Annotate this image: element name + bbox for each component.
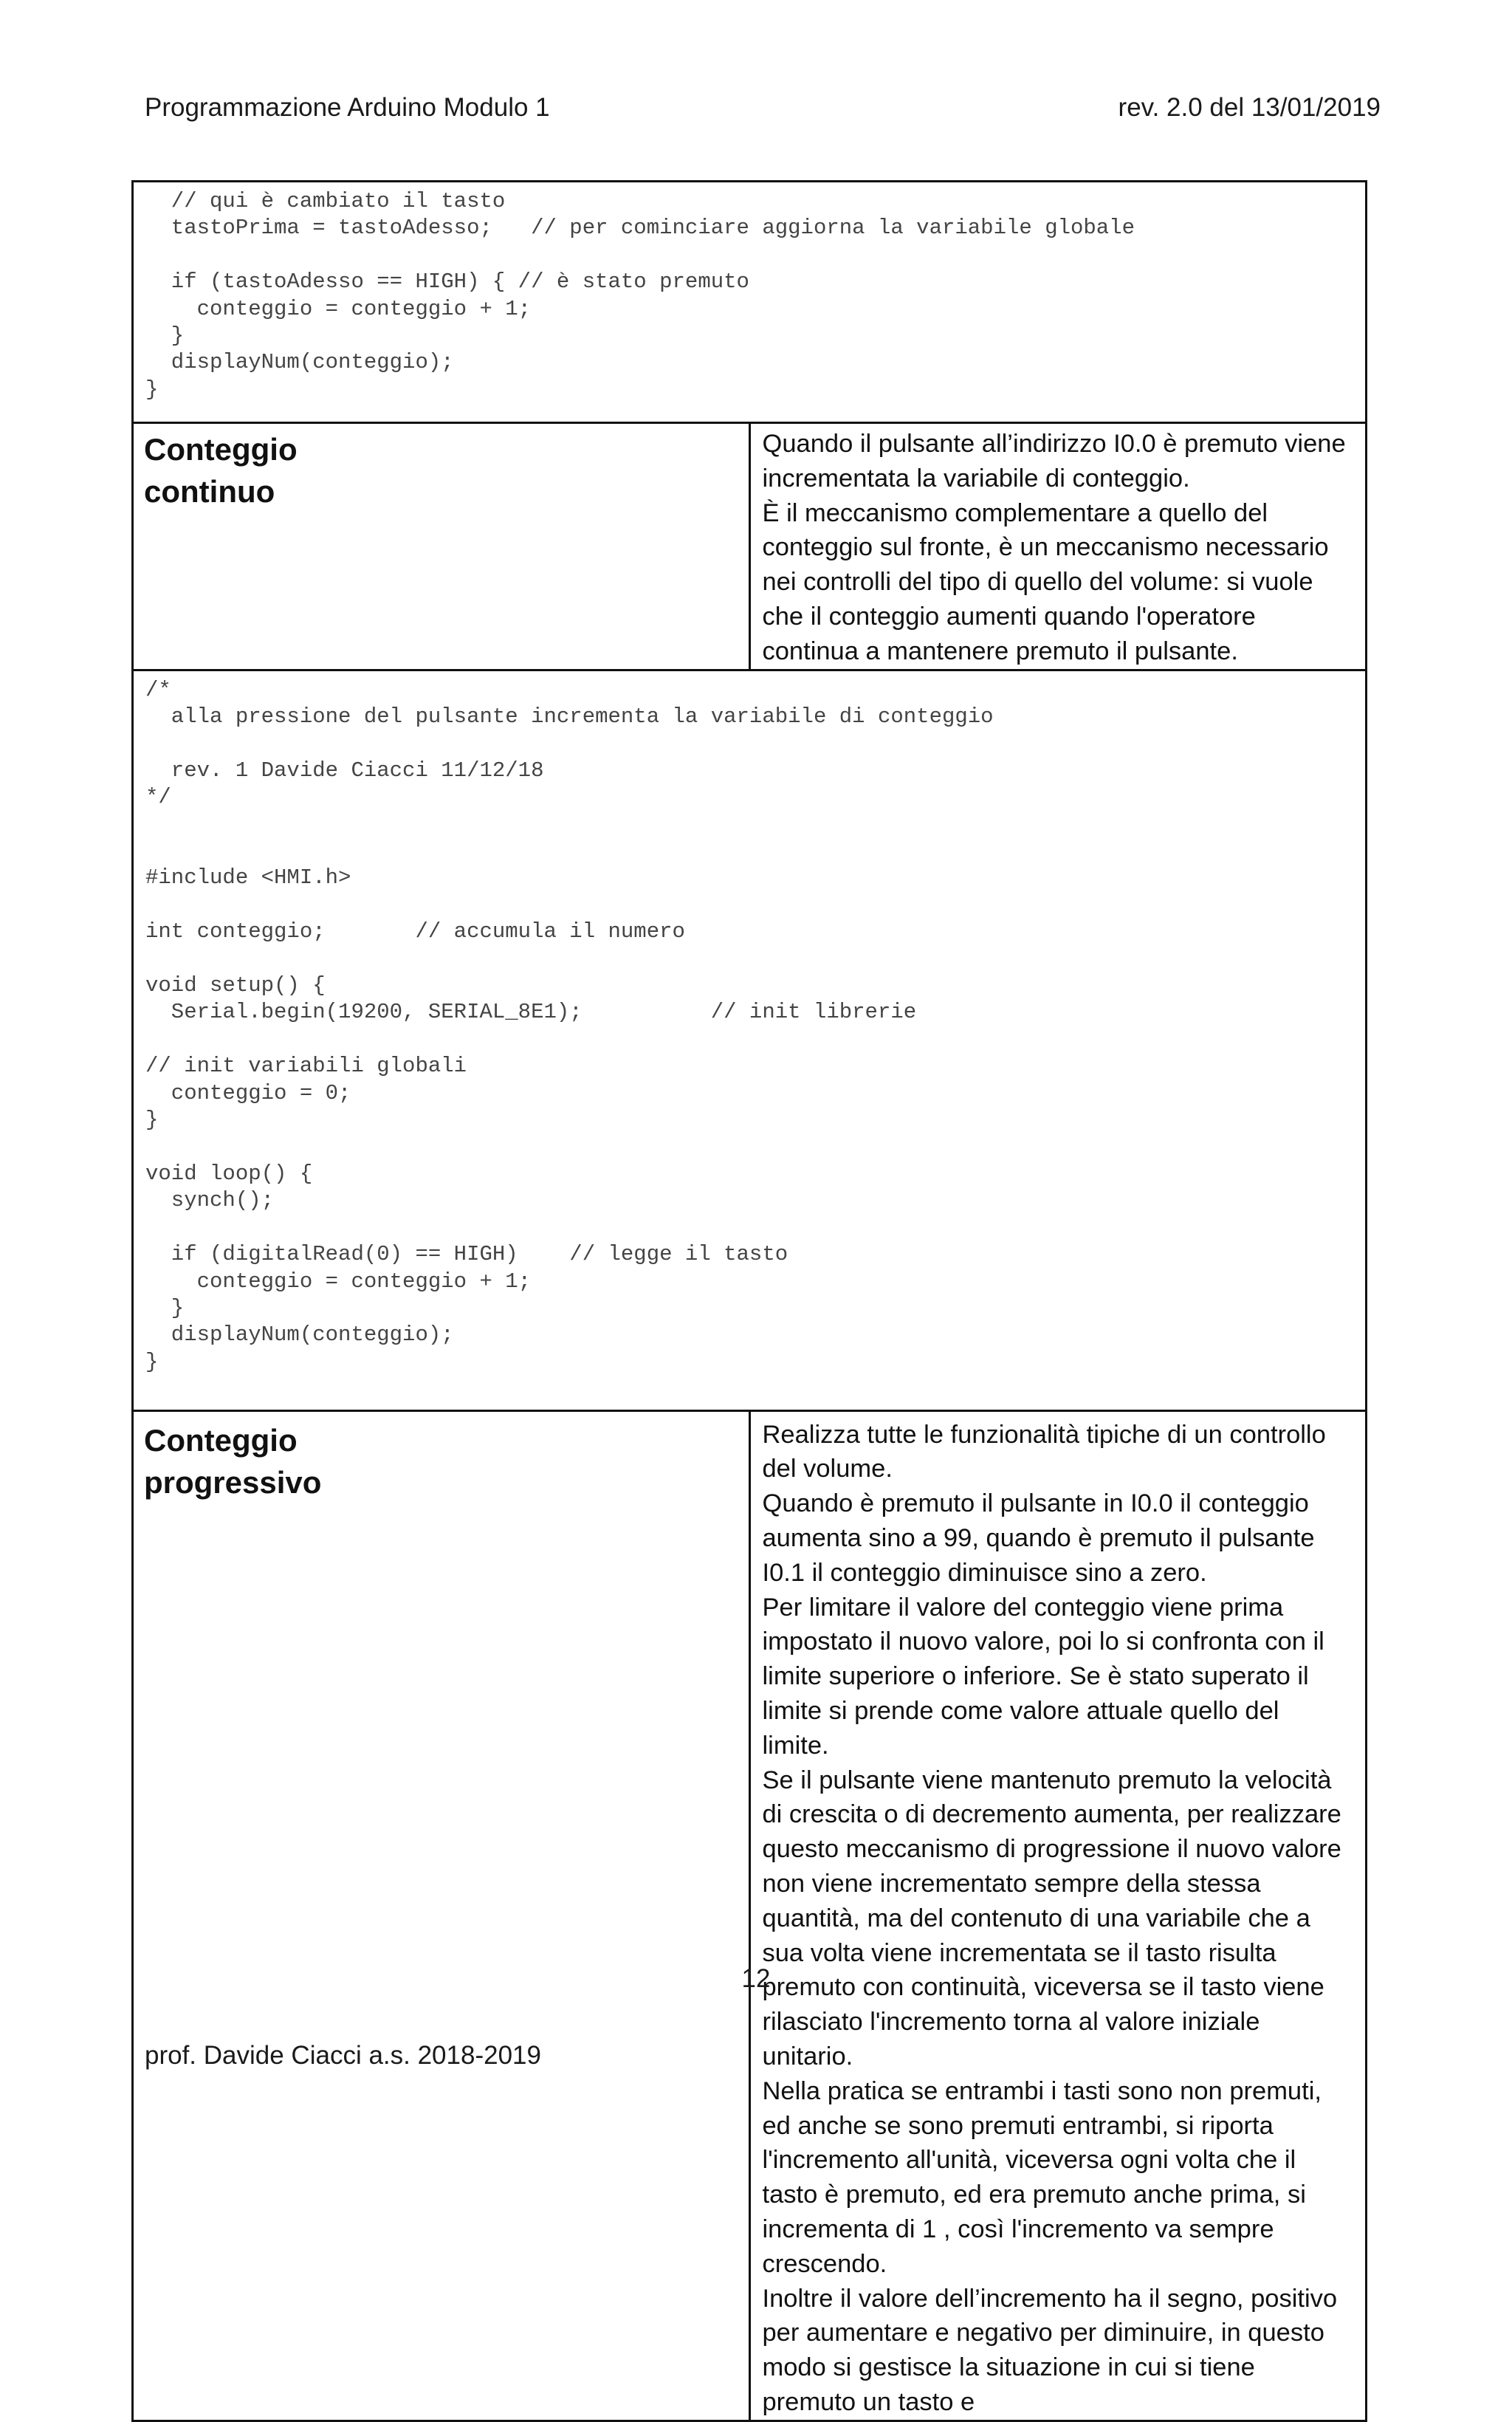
code-block-1: // qui è cambiato il tasto tastoPrima = tastoAdesso; // per cominciare aggiorna la variabile globale if (tastoAdesso == HIGH) { // è stato premuto conteggio = conteggio + 1; } displayNum(conteggio); } <box>145 189 1135 402</box>
code-row-2 <box>133 670 1367 1410</box>
section-label <box>134 424 749 518</box>
code-cell-2 <box>133 670 1367 1410</box>
section-label-line1: Conteggio <box>144 1422 298 1458</box>
section-description-cell <box>749 1410 1367 2421</box>
section-description-cell <box>749 423 1367 670</box>
section-label-line2: progressivo <box>144 1464 322 1500</box>
header-revision: rev. 2.0 del 13/01/2019 <box>1118 93 1381 122</box>
section-label-cell <box>133 1410 750 2421</box>
section-label <box>134 1412 749 1509</box>
paragraph: Per limitare il valore del conteggio viene prima impostato il nuovo valore, poi lo si confronta con il limite superiore o inferiore. Se è stato superato il limite si prende come valore attuale quello del limite. <box>762 1593 1324 1760</box>
section-description <box>751 1412 1366 2420</box>
section-label-line2: continuo <box>144 474 275 509</box>
section-row-conteggio-continuo <box>133 423 1367 670</box>
paragraph: Quando il pulsante all’indirizzo I0.0 è premuto viene incrementata la variabile di conteggio. <box>762 430 1346 493</box>
code-row-1 <box>133 182 1367 423</box>
content-table <box>131 180 1367 2422</box>
section-row-conteggio-progressivo <box>133 1410 1367 2421</box>
section-label-line1: Conteggio <box>144 432 298 467</box>
paragraph: Realizza tutte le funzionalità tipiche di un controllo del volume. <box>762 1420 1326 1483</box>
paragraph: Se il pulsante viene mantenuto premuto la velocità di crescita o di decremento aumenta, per realizzare questo meccanismo di progressione il nuovo valore non viene incrementato sempre della stessa quantità, ma del contenuto di una variabile che a sua volta viene incrementata se il tasto risulta premuto con continuità, viceversa se il tasto viene rilasciato l'incremento torna al valore iniziale unitario. <box>762 1766 1341 2071</box>
section-description <box>751 424 1366 669</box>
code-block-2: /* alla pressione del pulsante incrementa la variabile di conteggio rev. 1 Davide Ciacci 11/12/18 */ #include <HMI.h> int conteggio; // accumula il numero void setup() { Serial.begin(19200, SERIAL_8E1); // init librerie // init variabili globali conteggio = 0; } void loop() { synch(); if (digitalRead(0) == HIGH) // legge il tasto conteggio = conteggio + 1; } displayNum(conteggio); } <box>145 677 994 1374</box>
paragraph: È il meccanismo complementare a quello del conteggio sul fronte, è un meccanismo necessario nei controlli del tipo di quello del volume: si vuole che il conteggio aumenti quando l'operatore continua a mantenere premuto il pulsante. <box>762 498 1329 665</box>
paragraph: Quando è premuto il pulsante in I0.0 il conteggio aumenta sino a 99, quando è premuto il pulsante I0.1 il conteggio diminuisce sino a zero. <box>762 1489 1315 1587</box>
header-title: Programmazione Arduino Modulo 1 <box>145 93 550 122</box>
section-label-cell <box>133 423 750 670</box>
footer-author: prof. Davide Ciacci a.s. 2018-2019 <box>145 2041 541 2070</box>
code-cell-1 <box>133 182 1367 423</box>
page-number: 12 <box>741 1964 771 1993</box>
paragraph: Nella pratica se entrambi i tasti sono non premuti, ed anche se sono premuti entrambi, si riporta l'incremento all'unità, viceversa ogni volta che il tasto è premuto, ed era premuto anche prima, si incrementa di 1 , così l'incremento va sempre crescendo. <box>762 2076 1322 2278</box>
paragraph: Inoltre il valore dell’incremento ha il segno, positivo per aumentare e negativo per diminuire, in questo modo si gestisce la situazione in cui si tiene premuto un tasto e <box>762 2284 1338 2416</box>
